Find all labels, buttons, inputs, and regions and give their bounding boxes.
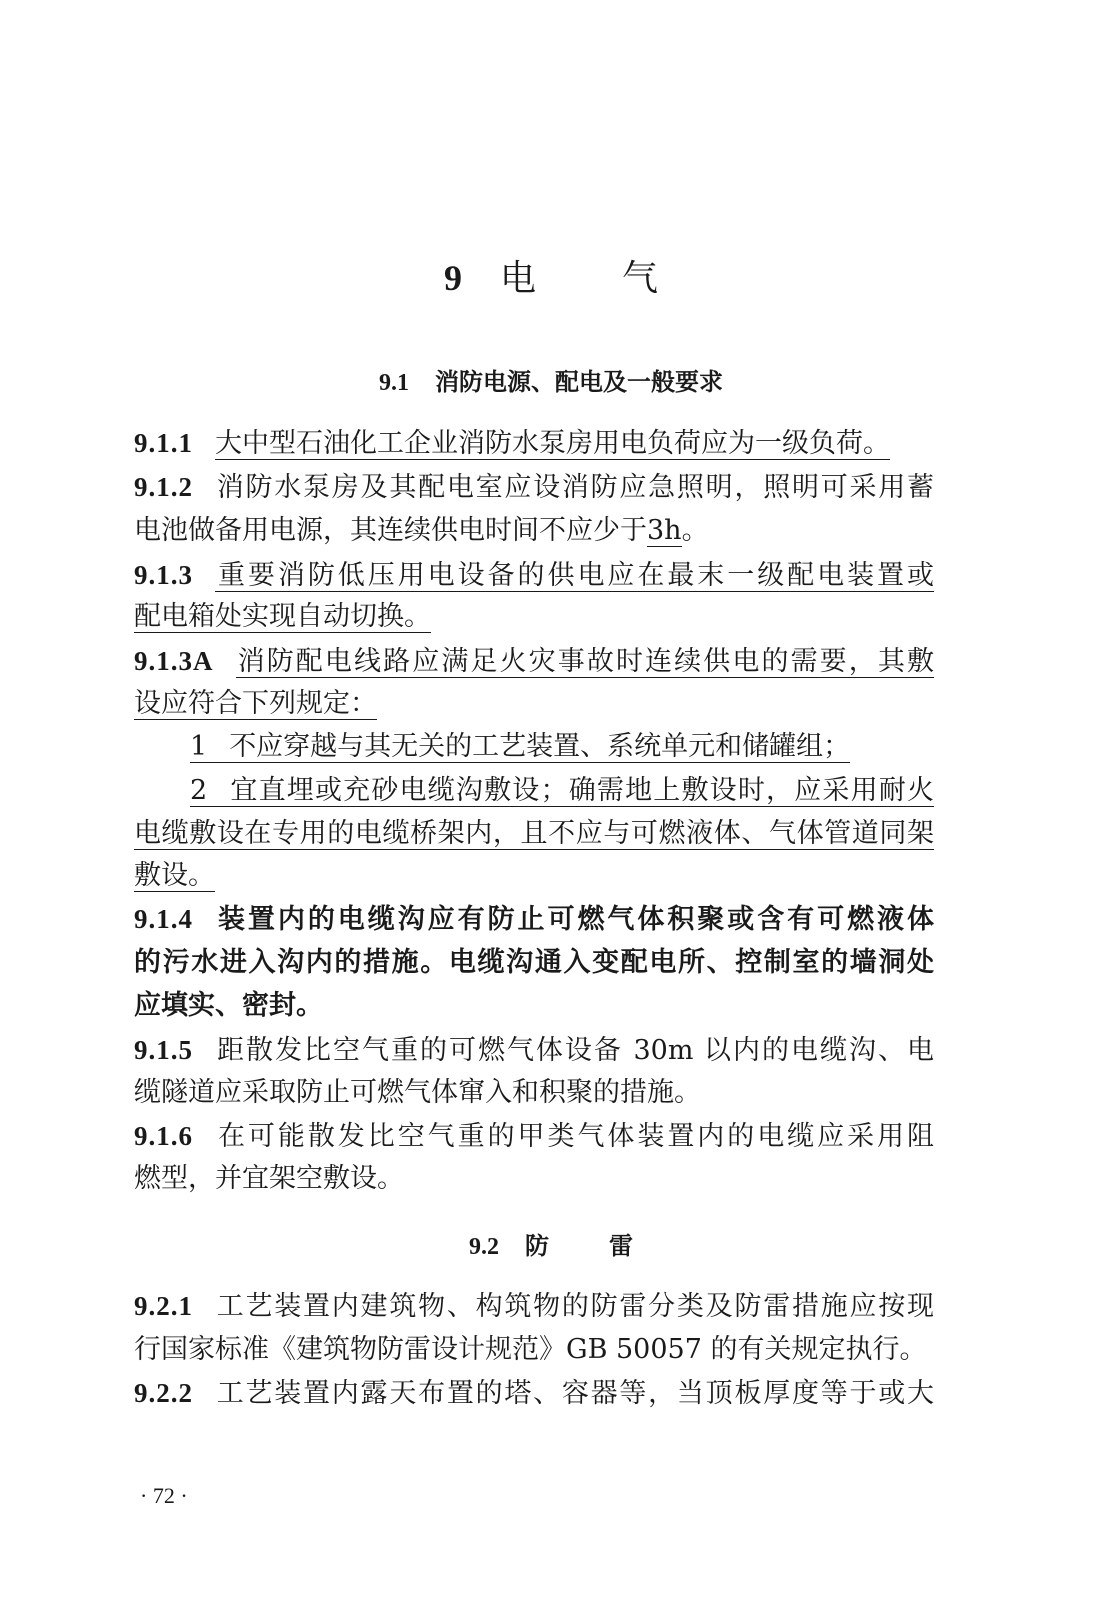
clause-9-1-3a-cont	[134, 684, 934, 724]
clause-number: 9.1.5	[134, 1035, 193, 1065]
clause-text: 电池做备用电源，其连续供电时间不应少于	[134, 515, 647, 546]
section-title-char-1: 防	[525, 1232, 549, 1260]
item-text: 不应穿越与其无关的工艺装置、系统单元和储罐组；	[229, 731, 851, 762]
clause-9-1-4-end	[134, 986, 934, 1026]
clause-text: 行国家标准《建筑物防雷设计规范》GB 50057 的有关规定执行。	[134, 1334, 927, 1365]
clause-9-2-2	[134, 1373, 934, 1413]
clause-9-1-3a-item-1	[190, 727, 934, 767]
clause-9-2-1	[134, 1286, 934, 1326]
clause-9-1-6	[134, 1116, 934, 1156]
clause-number: 9.2.2	[134, 1378, 193, 1408]
page-number: · 72 ·	[140, 1483, 188, 1508]
section-title-char-2: 雷	[609, 1232, 633, 1260]
chapter-title-char-1: 电	[499, 258, 536, 299]
clause-text: 的污水进入沟内的措施。电缆沟通入变配电所、控制室的墙洞处	[134, 947, 934, 978]
clause-text: 大中型石油化工企业消防水泵房用电负荷应为一级负荷。	[215, 428, 890, 459]
clause-text: 消防水泵房及其配电室应设消防应急照明，照明可采用蓄	[215, 472, 934, 503]
item-number: 2	[190, 775, 208, 806]
clause-number: 9.1.2	[134, 472, 193, 502]
clause-9-1-6-cont	[134, 1159, 934, 1199]
clause-text: 工艺装置内露天布置的塔、容器等，当顶板厚度等于或大	[215, 1378, 934, 1409]
clause-number: 9.1.3	[134, 560, 193, 590]
clause-9-1-4-cont	[134, 943, 934, 983]
clause-text: 在可能散发比空气重的甲类气体装置内的电缆应采用阻	[215, 1121, 934, 1152]
clause-9-1-3-cont	[134, 597, 934, 637]
clause-number: 9.2.1	[134, 1291, 193, 1321]
clause-9-1-3a-item-2	[190, 771, 934, 811]
clause-9-1-3a-item-2-end	[134, 856, 934, 896]
section-title-9-1	[0, 362, 1102, 397]
clause-text: 消防配电线路应满足火灾事故时连续供电的需要，其敷	[235, 646, 934, 677]
section-number: 9.2	[469, 1234, 499, 1260]
clause-text: 距散发比空气重的可燃气体设备 30m 以内的电缆沟、电	[215, 1035, 934, 1066]
clause-9-1-4	[134, 899, 934, 939]
clause-text: 配电箱处实现自动切换。	[134, 601, 431, 632]
clause-text: 重要消防低压用电设备的供电应在最末一级配电装置或	[215, 560, 934, 591]
clause-9-1-5-cont	[134, 1073, 934, 1113]
clause-text: 设应符合下列规定：	[134, 688, 377, 719]
item-text: 敷设。	[134, 860, 215, 891]
clause-number: 9.1.1	[134, 428, 193, 458]
clause-9-1-2-cont	[134, 511, 934, 551]
clause-9-1-3	[134, 555, 934, 595]
clause-text: 应填实、密封。	[134, 990, 323, 1021]
clause-9-2-1-cont	[134, 1330, 934, 1370]
chapter-title	[0, 250, 1102, 301]
clause-text-underlined: 3h	[647, 515, 682, 546]
clause-9-1-3a-item-2-cont	[134, 814, 934, 854]
clause-text: 燃型，并宜架空敷设。	[134, 1163, 404, 1194]
item-text: 宜直埋或充砂电缆沟敷设；确需地上敷设时，应采用耐火	[229, 775, 934, 806]
clause-number: 9.1.6	[134, 1121, 193, 1151]
clause-text: 。	[681, 515, 709, 546]
clause-text: 缆隧道应采取防止可燃气体窜入和积聚的措施。	[134, 1077, 701, 1108]
clause-text: 工艺装置内建筑物、构筑物的防雷分类及防雷措施应按现	[215, 1291, 934, 1322]
chapter-title-char-2: 气	[622, 258, 659, 299]
clause-number: 9.1.4	[134, 904, 193, 934]
section-title-9-2	[0, 1226, 1102, 1261]
item-number: 1	[190, 731, 208, 762]
clause-9-1-3a	[134, 641, 934, 681]
clause-9-1-2	[134, 467, 934, 507]
clause-number: 9.1.3A	[134, 646, 214, 676]
section-number: 9.1	[379, 370, 409, 396]
chapter-number: 9	[443, 258, 462, 298]
clause-9-1-5	[134, 1030, 934, 1070]
section-title-text: 消防电源、配电及一般要求	[435, 368, 723, 396]
item-text: 电缆敷设在专用的电缆桥架内，且不应与可燃液体、气体管道同架	[134, 818, 934, 849]
clause-text: 装置内的电缆沟应有防止可燃气体积聚或含有可燃液体	[215, 904, 934, 935]
clause-9-1-1	[134, 423, 934, 463]
